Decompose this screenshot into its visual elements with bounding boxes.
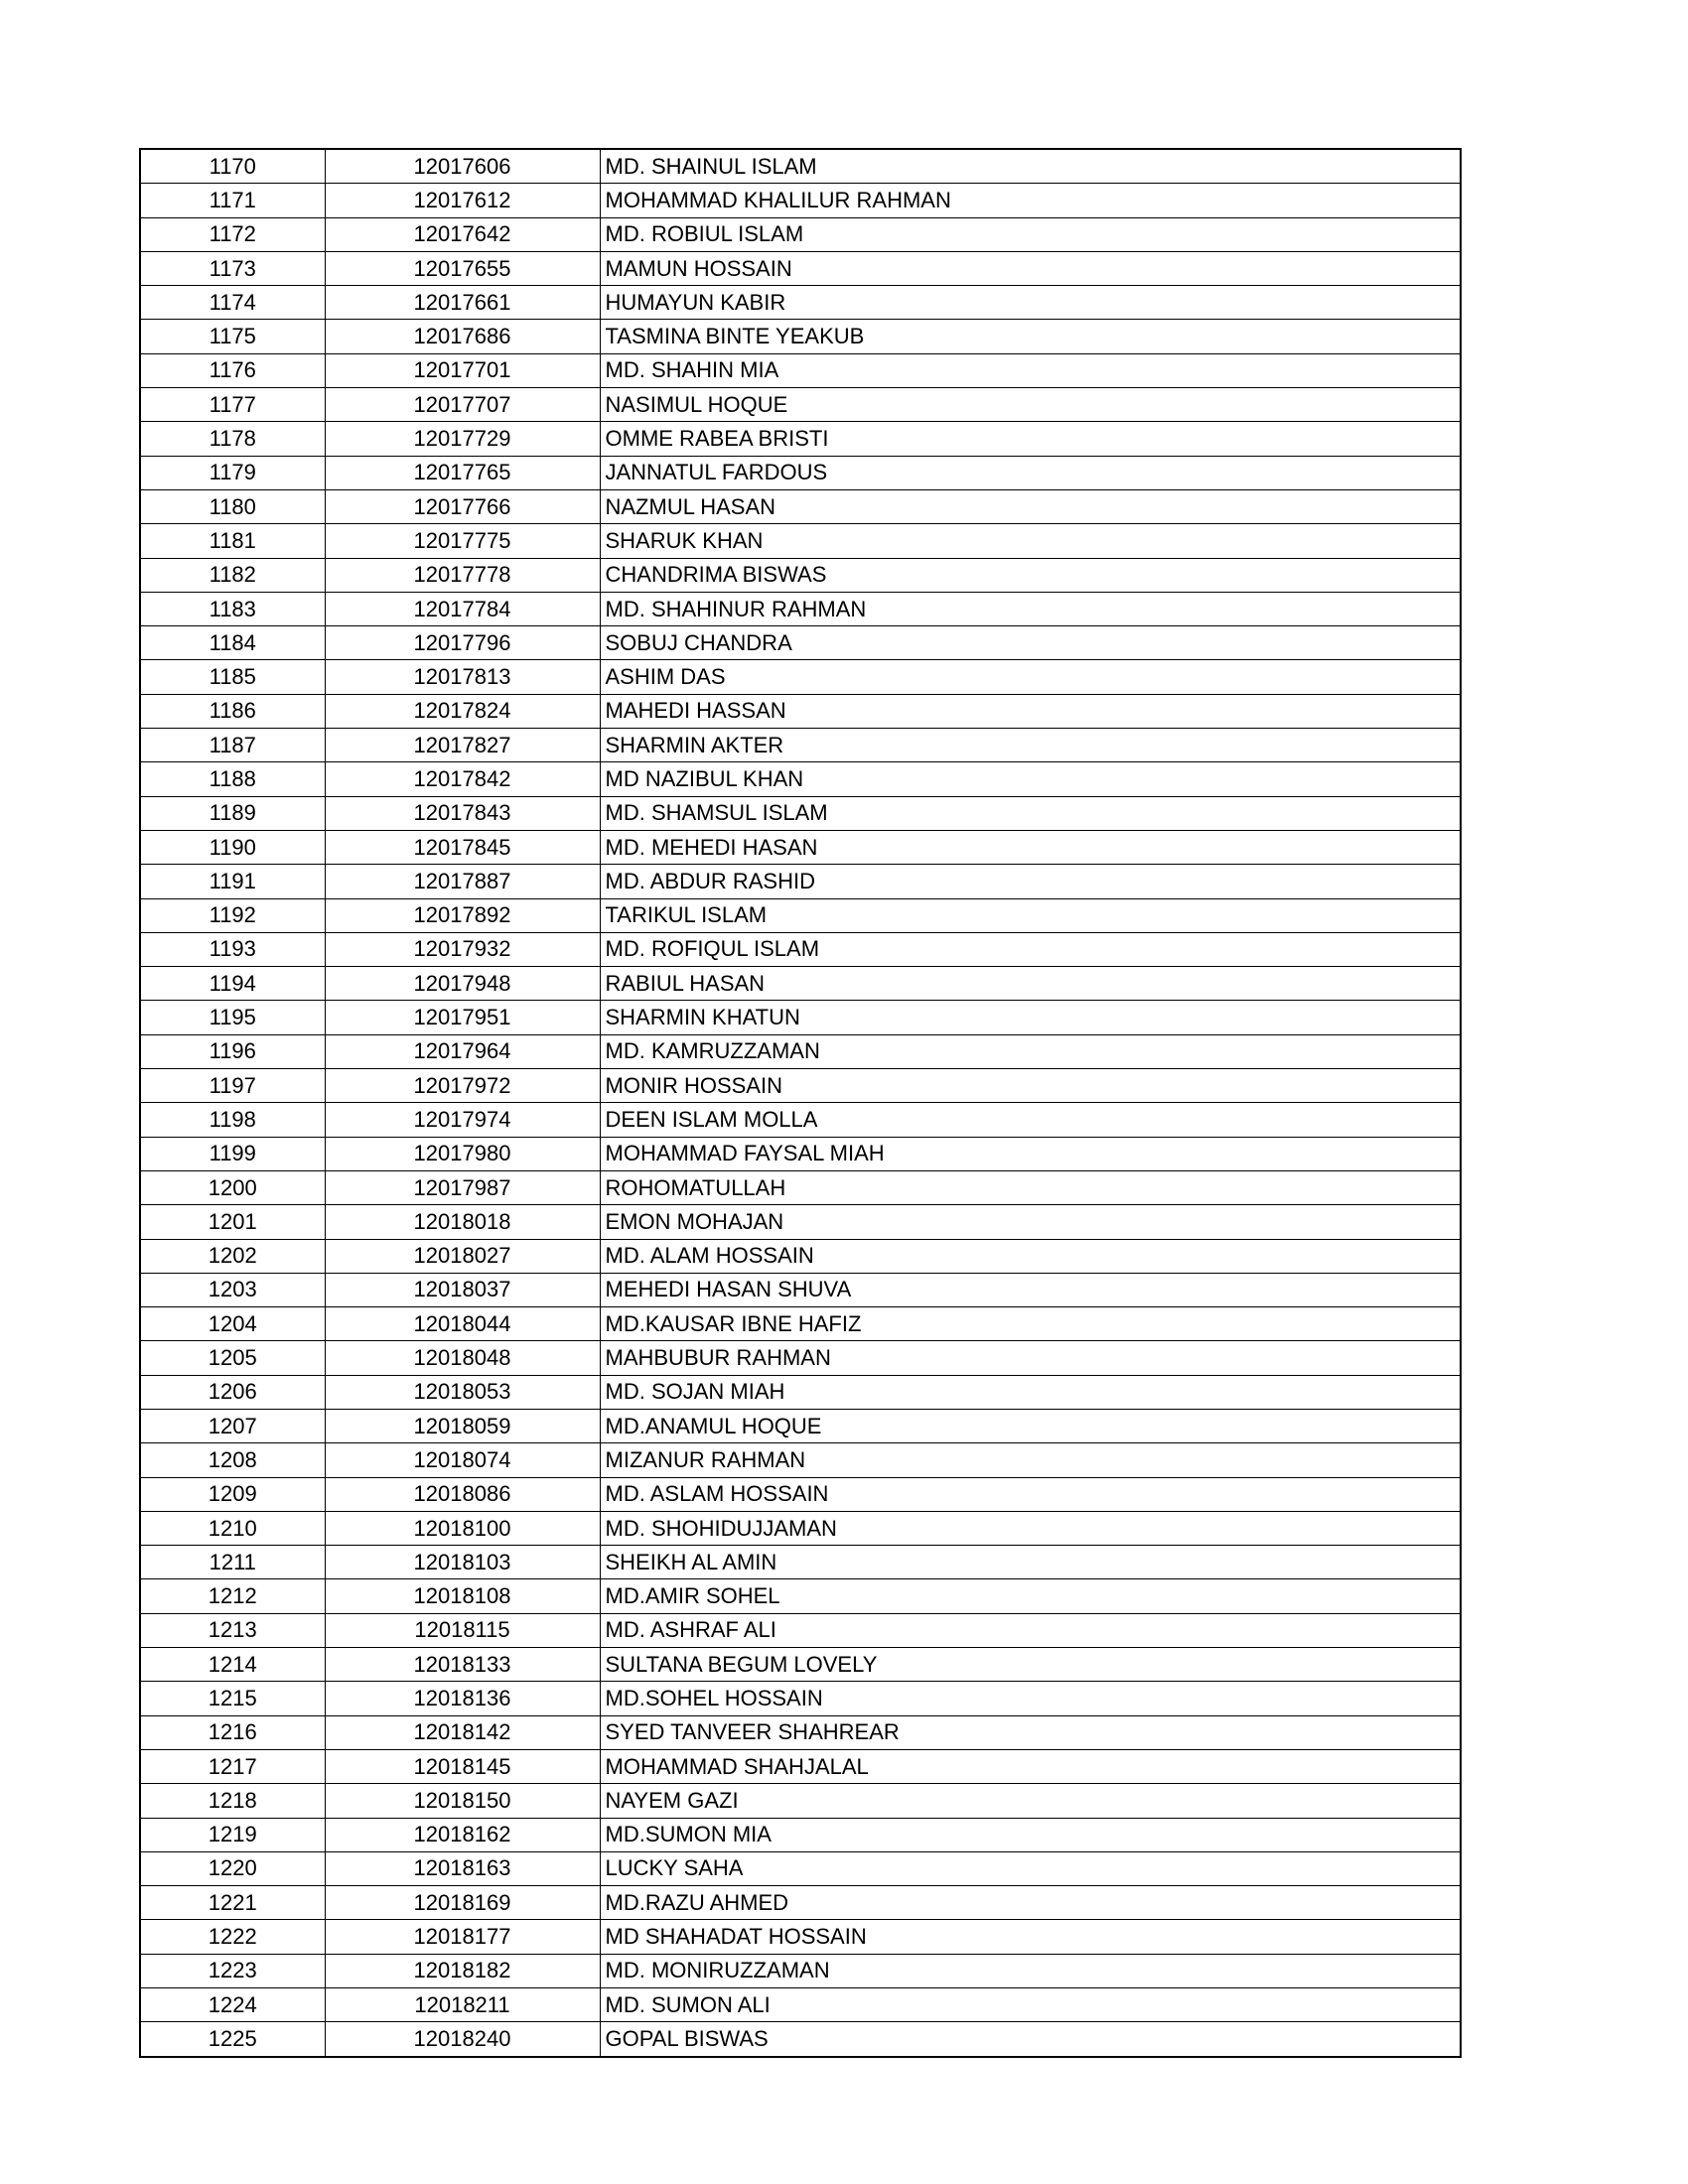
roll-number-cell: 12017887 [325,865,600,898]
serial-cell: 1201 [140,1205,325,1239]
name-cell: MEHEDI HASAN SHUVA [600,1273,1461,1306]
serial-cell: 1220 [140,1851,325,1885]
serial-cell: 1175 [140,320,325,353]
name-cell: MD. SHOHIDUJJAMAN [600,1511,1461,1545]
roll-number-cell: 12017845 [325,830,600,864]
name-cell: MD.ANAMUL HOQUE [600,1409,1461,1442]
roll-number-cell: 12018177 [325,1920,600,1954]
serial-cell: 1188 [140,762,325,796]
roll-number-cell: 12018162 [325,1818,600,1851]
name-cell: MD.RAZU AHMED [600,1886,1461,1920]
table-row [140,456,1461,489]
roll-number-cell: 12017796 [325,626,600,660]
roll-number-cell: 12018044 [325,1307,600,1341]
name-cell: MD. ASLAM HOSSAIN [600,1477,1461,1511]
table-row [140,1443,1461,1477]
name-cell: ASHIM DAS [600,660,1461,694]
name-cell: EMON MOHAJAN [600,1205,1461,1239]
serial-cell: 1223 [140,1954,325,1987]
table-row [140,1205,1461,1239]
table-row [140,217,1461,251]
table-row [140,592,1461,625]
table-row [140,1069,1461,1103]
name-cell: MD. ROFIQUL ISLAM [600,932,1461,966]
serial-cell: 1212 [140,1579,325,1613]
name-cell: ROHOMATULLAH [600,1170,1461,1204]
name-cell: MD. MEHEDI HASAN [600,830,1461,864]
name-cell: MOHAMMAD FAYSAL MIAH [600,1137,1461,1170]
roll-number-cell: 12018053 [325,1375,600,1409]
table-row [140,1818,1461,1851]
roll-number-cell: 12018115 [325,1613,600,1647]
name-cell: SYED TANVEER SHAHREAR [600,1715,1461,1749]
table-row [140,626,1461,660]
name-cell: MD.SOHEL HOSSAIN [600,1682,1461,1715]
roll-number-cell: 12018136 [325,1682,600,1715]
roll-number-cell: 12017964 [325,1034,600,1068]
roll-number-cell: 12017951 [325,1001,600,1034]
table-row [140,1409,1461,1442]
roll-number-cell: 12018108 [325,1579,600,1613]
table-row [140,1137,1461,1170]
roll-number-cell: 12017980 [325,1137,600,1170]
name-cell: OMME RABEA BRISTI [600,422,1461,456]
roll-number-cell: 12017784 [325,592,600,625]
roll-number-cell: 12018163 [325,1851,600,1885]
table-row [140,1170,1461,1204]
name-cell: SHARUK KHAN [600,524,1461,558]
roll-number-cell: 12018059 [325,1409,600,1442]
serial-cell: 1187 [140,729,325,762]
serial-cell: 1178 [140,422,325,456]
roll-number-cell: 12018103 [325,1546,600,1579]
name-cell: SHARMIN KHATUN [600,1001,1461,1034]
serial-cell: 1194 [140,967,325,1001]
table-row [140,1239,1461,1273]
table-row [140,524,1461,558]
table-row [140,1988,1461,2022]
roll-number-cell: 12017729 [325,422,600,456]
table-row [140,729,1461,762]
name-cell: MD. SHAMSUL ISLAM [600,796,1461,830]
table-row [140,796,1461,830]
serial-cell: 1213 [140,1613,325,1647]
serial-cell: 1217 [140,1749,325,1783]
roll-number-cell: 12018182 [325,1954,600,1987]
table-row [140,1920,1461,1954]
roll-number-cell: 12018142 [325,1715,600,1749]
table-row [140,489,1461,523]
serial-cell: 1208 [140,1443,325,1477]
serial-cell: 1183 [140,592,325,625]
name-cell: MD. ALAM HOSSAIN [600,1239,1461,1273]
roll-number-cell: 12017813 [325,660,600,694]
table-row [140,830,1461,864]
name-cell: MD. ABDUR RASHID [600,865,1461,898]
serial-cell: 1198 [140,1103,325,1137]
serial-cell: 1200 [140,1170,325,1204]
serial-cell: 1184 [140,626,325,660]
name-cell: TARIKUL ISLAM [600,898,1461,932]
table-row [140,967,1461,1001]
roll-number-cell: 12017765 [325,456,600,489]
name-cell: SHARMIN AKTER [600,729,1461,762]
serial-cell: 1203 [140,1273,325,1306]
serial-cell: 1180 [140,489,325,523]
name-cell: MOHAMMAD SHAHJALAL [600,1749,1461,1783]
table-row [140,762,1461,796]
table-row [140,1103,1461,1137]
serial-cell: 1179 [140,456,325,489]
serial-cell: 1209 [140,1477,325,1511]
table-row [140,1579,1461,1613]
roll-number-cell: 12017655 [325,251,600,285]
table-row [140,898,1461,932]
roll-number-cell: 12018211 [325,1988,600,2022]
table-row [140,694,1461,728]
serial-cell: 1214 [140,1648,325,1682]
name-cell: RABIUL HASAN [600,967,1461,1001]
table-row [140,320,1461,353]
name-cell: MD. SHAINUL ISLAM [600,149,1461,184]
serial-cell: 1192 [140,898,325,932]
name-cell: GOPAL BISWAS [600,2022,1461,2057]
serial-cell: 1193 [140,932,325,966]
roll-number-cell: 12017972 [325,1069,600,1103]
serial-cell: 1202 [140,1239,325,1273]
table-row [140,2022,1461,2057]
serial-cell: 1171 [140,184,325,217]
roll-number-cell: 12017642 [325,217,600,251]
roll-number-cell: 12017775 [325,524,600,558]
roll-number-cell: 12017612 [325,184,600,217]
table-row [140,865,1461,898]
roll-number-cell: 12017974 [325,1103,600,1137]
roll-number-cell: 12018145 [325,1749,600,1783]
roll-number-cell: 12018018 [325,1205,600,1239]
serial-cell: 1174 [140,286,325,320]
serial-cell: 1219 [140,1818,325,1851]
name-cell: JANNATUL FARDOUS [600,456,1461,489]
roll-number-cell: 12017948 [325,967,600,1001]
table-row [140,353,1461,387]
serial-cell: 1185 [140,660,325,694]
table-row [140,1749,1461,1783]
table-row [140,1273,1461,1306]
table-row [140,251,1461,285]
name-cell: MD SHAHADAT HOSSAIN [600,1920,1461,1954]
serial-cell: 1196 [140,1034,325,1068]
roll-number-cell: 12017932 [325,932,600,966]
roll-number-cell: 12018240 [325,2022,600,2057]
roll-number-cell: 12017824 [325,694,600,728]
table-row [140,422,1461,456]
serial-cell: 1197 [140,1069,325,1103]
roll-number-cell: 12017606 [325,149,600,184]
table-row [140,388,1461,422]
name-cell: HUMAYUN KABIR [600,286,1461,320]
table-row [140,1954,1461,1987]
name-cell: MD.SUMON MIA [600,1818,1461,1851]
table-row [140,1682,1461,1715]
table-row [140,1715,1461,1749]
roll-number-cell: 12017892 [325,898,600,932]
roll-number-cell: 12018100 [325,1511,600,1545]
name-cell: MD. KAMRUZZAMAN [600,1034,1461,1068]
serial-cell: 1215 [140,1682,325,1715]
name-cell: MAHBUBUR RAHMAN [600,1341,1461,1375]
serial-cell: 1216 [140,1715,325,1749]
name-cell: LUCKY SAHA [600,1851,1461,1885]
roll-number-cell: 12018074 [325,1443,600,1477]
name-cell: MD. SOJAN MIAH [600,1375,1461,1409]
name-cell: MAMUN HOSSAIN [600,251,1461,285]
name-cell: MD. SHAHINUR RAHMAN [600,592,1461,625]
name-cell: MOHAMMAD KHALILUR RAHMAN [600,184,1461,217]
serial-cell: 1204 [140,1307,325,1341]
table-row [140,1613,1461,1647]
name-cell: TASMINA BINTE YEAKUB [600,320,1461,353]
serial-cell: 1225 [140,2022,325,2057]
name-cell: MD. SHAHIN MIA [600,353,1461,387]
serial-cell: 1181 [140,524,325,558]
serial-cell: 1224 [140,1988,325,2022]
table-row [140,184,1461,217]
name-cell: SOBUJ CHANDRA [600,626,1461,660]
table-row [140,932,1461,966]
name-cell: MD. ROBIUL ISLAM [600,217,1461,251]
serial-cell: 1221 [140,1886,325,1920]
roll-number-cell: 12017843 [325,796,600,830]
roll-number-cell: 12018150 [325,1784,600,1818]
name-cell: SULTANA BEGUM LOVELY [600,1648,1461,1682]
name-cell: MAHEDI HASSAN [600,694,1461,728]
roll-number-cell: 12017766 [325,489,600,523]
serial-cell: 1218 [140,1784,325,1818]
candidate-table [139,148,1462,2058]
table-row [140,1886,1461,1920]
table-row [140,1375,1461,1409]
name-cell: NAYEM GAZI [600,1784,1461,1818]
serial-cell: 1172 [140,217,325,251]
serial-cell: 1186 [140,694,325,728]
serial-cell: 1182 [140,558,325,592]
table-row [140,1648,1461,1682]
serial-cell: 1206 [140,1375,325,1409]
candidate-table-body [140,149,1461,2057]
roll-number-cell: 12018086 [325,1477,600,1511]
name-cell: MD. MONIRUZZAMAN [600,1954,1461,1987]
roll-number-cell: 12018027 [325,1239,600,1273]
serial-cell: 1205 [140,1341,325,1375]
name-cell: MIZANUR RAHMAN [600,1443,1461,1477]
name-cell: MD.KAUSAR IBNE HAFIZ [600,1307,1461,1341]
table-row [140,1511,1461,1545]
roll-number-cell: 12017707 [325,388,600,422]
table-row [140,1477,1461,1511]
name-cell: NAZMUL HASAN [600,489,1461,523]
roll-number-cell: 12018169 [325,1886,600,1920]
serial-cell: 1170 [140,149,325,184]
name-cell: CHANDRIMA BISWAS [600,558,1461,592]
name-cell: NASIMUL HOQUE [600,388,1461,422]
table-row [140,1546,1461,1579]
roll-number-cell: 12017778 [325,558,600,592]
table-row [140,558,1461,592]
roll-number-cell: 12017842 [325,762,600,796]
name-cell: MD NAZIBUL KHAN [600,762,1461,796]
table-row [140,149,1461,184]
table-row [140,1001,1461,1034]
serial-cell: 1207 [140,1409,325,1442]
serial-cell: 1177 [140,388,325,422]
roll-number-cell: 12017987 [325,1170,600,1204]
roll-number-cell: 12017701 [325,353,600,387]
name-cell: MD. ASHRAF ALI [600,1613,1461,1647]
roll-number-cell: 12018048 [325,1341,600,1375]
serial-cell: 1191 [140,865,325,898]
name-cell: MD. SUMON ALI [600,1988,1461,2022]
serial-cell: 1190 [140,830,325,864]
table-row [140,1034,1461,1068]
serial-cell: 1211 [140,1546,325,1579]
roll-number-cell: 12018037 [325,1273,600,1306]
name-cell: DEEN ISLAM MOLLA [600,1103,1461,1137]
serial-cell: 1195 [140,1001,325,1034]
serial-cell: 1199 [140,1137,325,1170]
roll-number-cell: 12018133 [325,1648,600,1682]
table-row [140,1851,1461,1885]
serial-cell: 1176 [140,353,325,387]
table-row [140,1784,1461,1818]
table-row [140,1341,1461,1375]
serial-cell: 1210 [140,1511,325,1545]
name-cell: MONIR HOSSAIN [600,1069,1461,1103]
serial-cell: 1173 [140,251,325,285]
table-row [140,286,1461,320]
name-cell: MD.AMIR SOHEL [600,1579,1461,1613]
serial-cell: 1189 [140,796,325,830]
table-row [140,660,1461,694]
name-cell: SHEIKH AL AMIN [600,1546,1461,1579]
roll-number-cell: 12017827 [325,729,600,762]
roll-number-cell: 12017686 [325,320,600,353]
table-row [140,1307,1461,1341]
roll-number-cell: 12017661 [325,286,600,320]
serial-cell: 1222 [140,1920,325,1954]
